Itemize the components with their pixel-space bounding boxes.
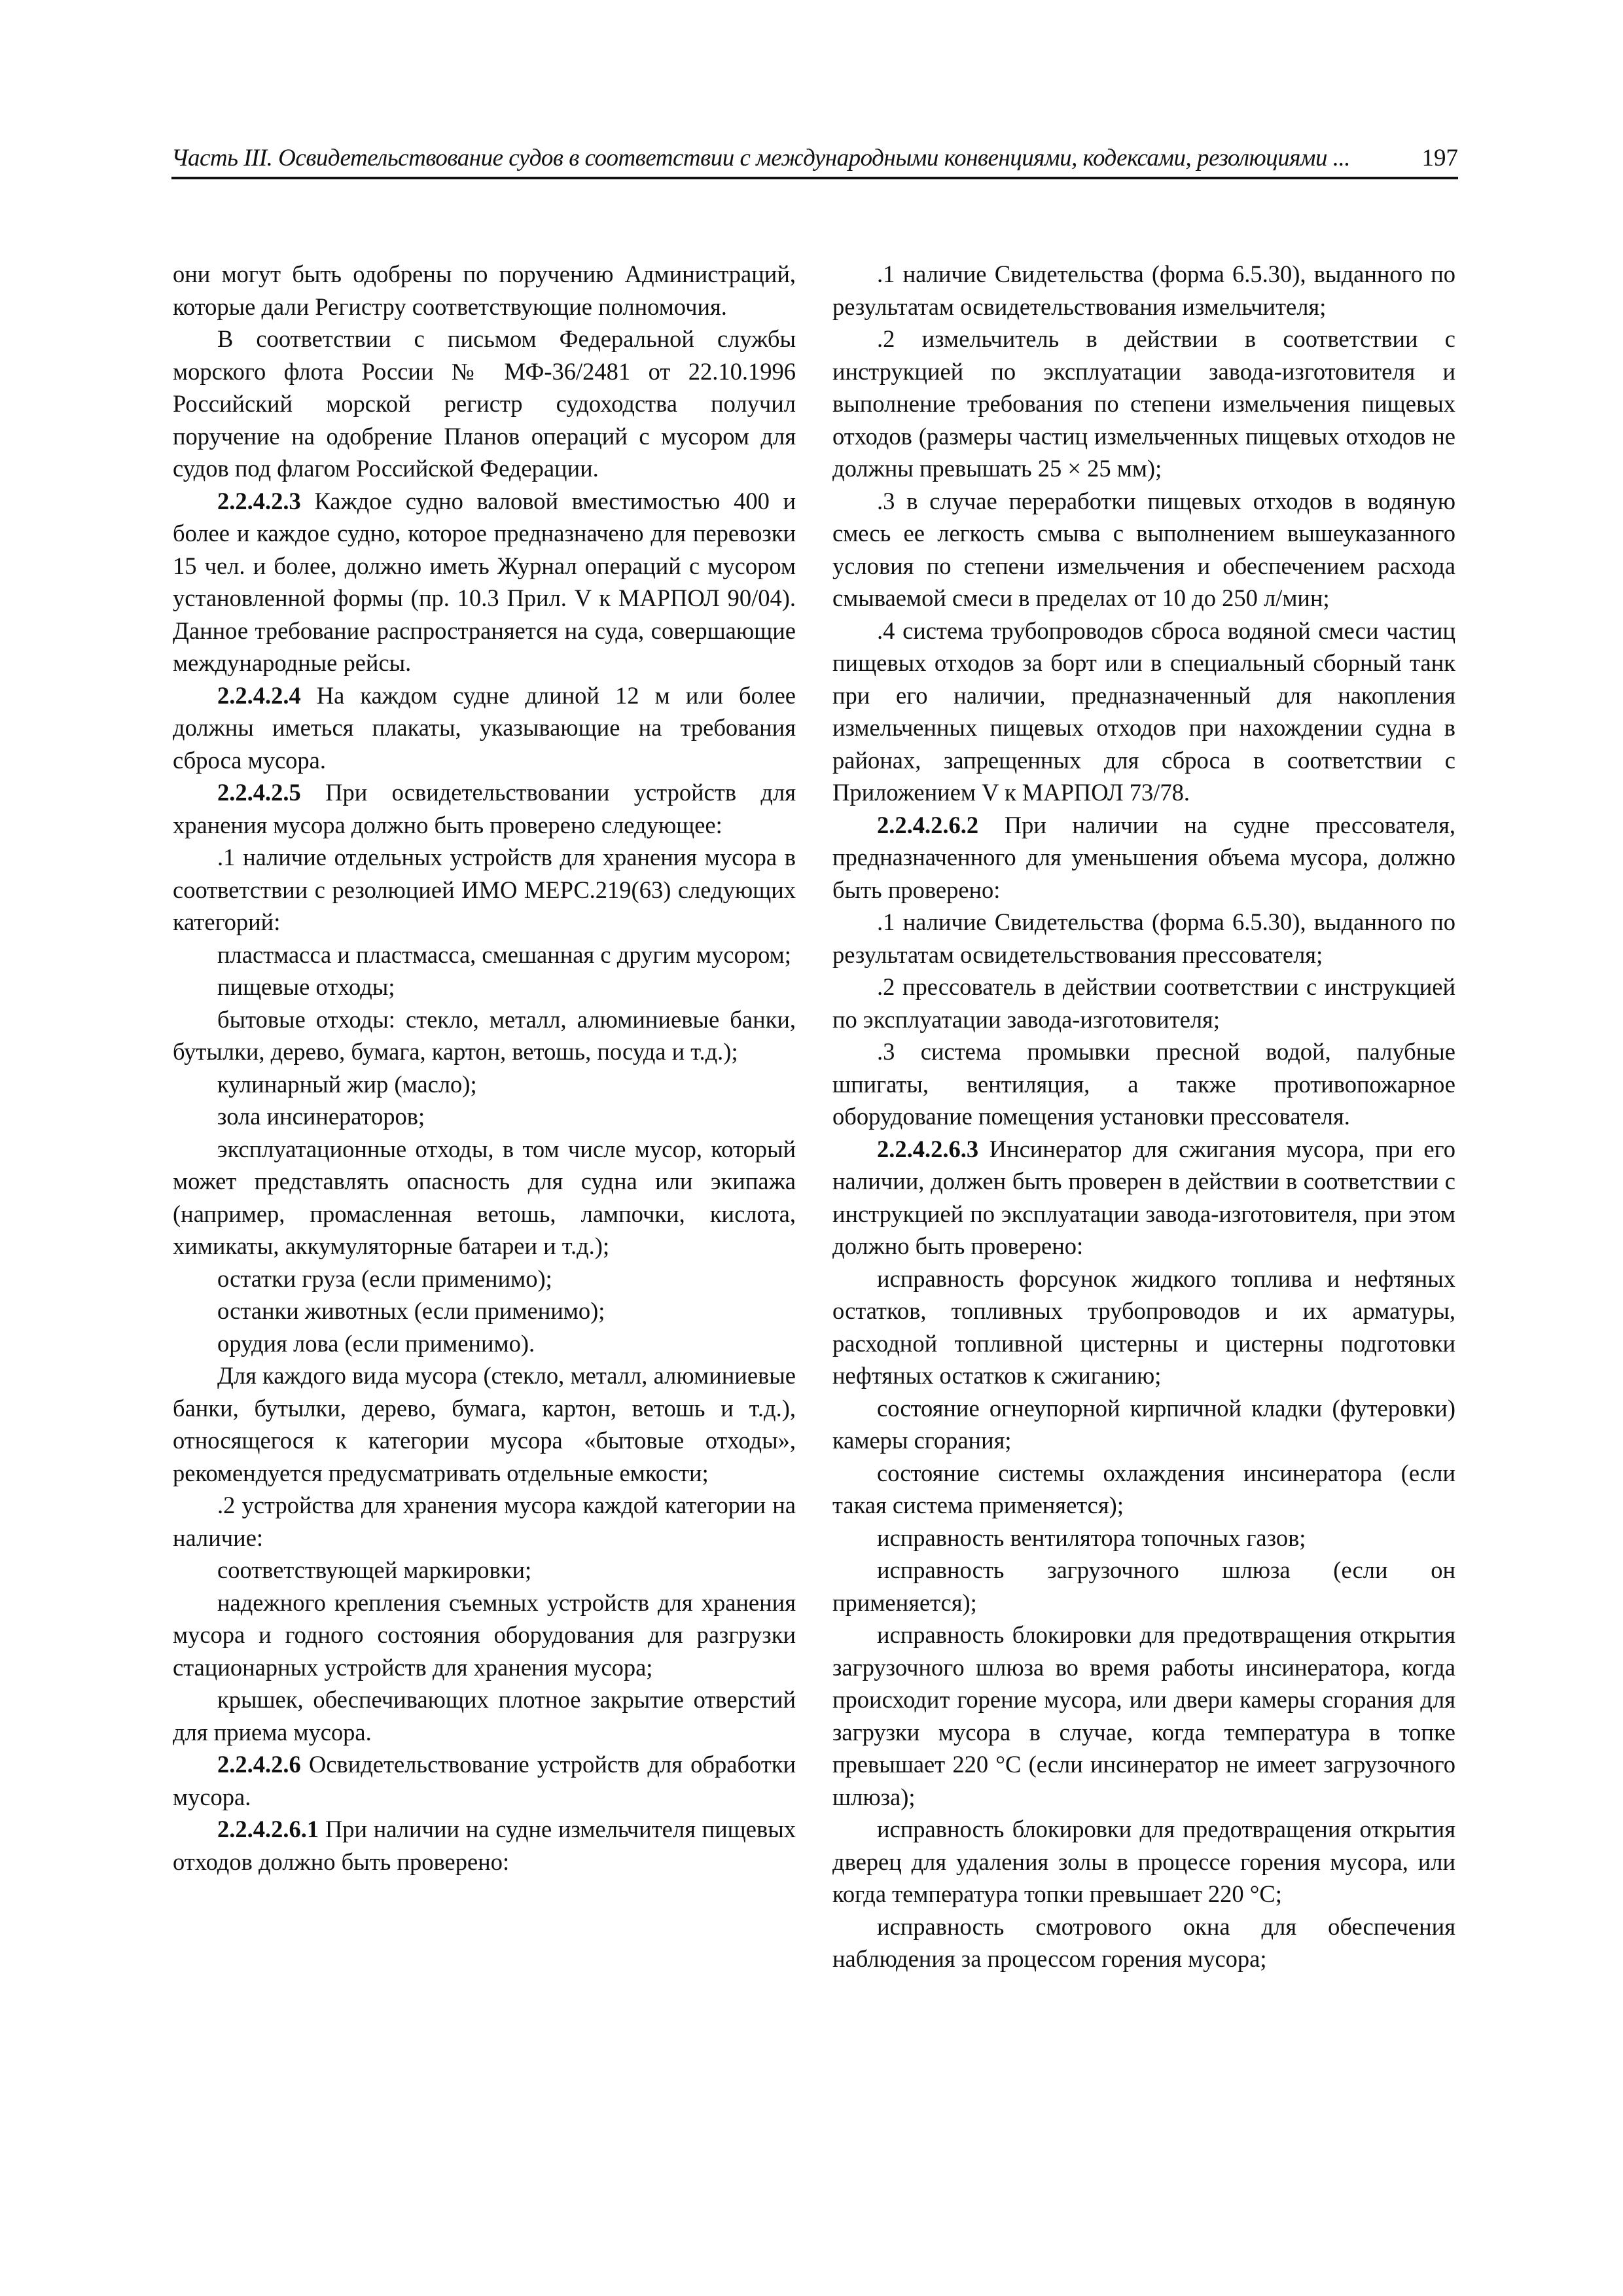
list-item: .4 система трубопроводов сброса водяной смеси частиц пищевых отходов за борт или в специальный сборный танк при его наличии, предназначенный для накопления измельченных пищевых отходов при нахождении судна в районах, запрещенных для сброса в соответствии с Приложением V к МАРПОЛ 73/78.: [832, 617, 1455, 806]
clause-text: Освидетельствование устройств для обработки мусора.: [173, 1751, 796, 1810]
list-item: орудия лова (если применимо).: [217, 1329, 535, 1357]
clause-text: Инсинератор для сжигания мусора, при его наличии, должен быть проверен в действии в соответствии с инструкцией по эксплуатации завода-изготовителя, при этом должно быть проверено:: [832, 1135, 1455, 1259]
clause-number: 2.2.4.2.5: [217, 779, 301, 806]
list-item: остатки груза (если применимо);: [217, 1265, 552, 1292]
list-item: исправность загрузочного шлюза (если он применяется);: [832, 1556, 1455, 1616]
paragraph: они могут быть одобрены по поручению Администраций, которые дали Регистру соответствующие полномочия.: [173, 260, 796, 320]
paragraph: [173, 776, 796, 841]
paragraph: [832, 809, 1455, 906]
paragraph: [173, 679, 796, 777]
list-item: исправность блокировки для предотвращения открытия дверец для удаления золы в процессе горения мусора, или когда температура топки превышает 220 °C;: [832, 1816, 1455, 1907]
paragraph: [173, 485, 796, 679]
paragraph: Для каждого вида мусора (стекло, металл, алюминиевые банки, бутылки, дерево, бумага, картон, ветошь и т.д.), относящегося к категории мусора «бытовые отходы», рекомендуется предусматривать отдельные емкости;: [173, 1362, 796, 1486]
list-item: зола инсинераторов;: [217, 1103, 425, 1130]
list-item: исправность форсунок жидкого топлива и нефтяных остатков, топливных трубопроводов и их арматуры, расходной топливной цистерны и цистерны подготовки нефтяных остатков к сжиганию;: [832, 1265, 1455, 1389]
list-item: состояние огнеупорной кирпичной кладки (футеровки) камеры сгорания;: [832, 1394, 1455, 1454]
list-item: крышек, обеспечивающих плотное закрытие отверстий для приема мусора.: [173, 1686, 796, 1746]
list-item: состояние системы охлаждения инсинератора (если такая система применяется);: [832, 1459, 1455, 1518]
clause-number: 2.2.4.2.4: [217, 681, 301, 709]
clause-number: 2.2.4.2.6.1: [217, 1816, 319, 1842]
page-number: 197: [1421, 145, 1458, 171]
clause-text: При освидетельствовании устройств для хранения мусора должно быть проверено следующее:: [173, 779, 796, 838]
list-item: надежного крепления съемных устройств для хранения мусора и годного состояния оборудования для разгрузки стационарных устройств для хранения мусора;: [173, 1588, 796, 1681]
clause-text: При наличии на судне прессователя, предназначенного для уменьшения объема мусора, должно быть проверено:: [832, 811, 1455, 903]
list-item: исправность смотрового окна для обеспечения наблюдения за процессом горения мусора;: [832, 1912, 1455, 1972]
list-item: .1 наличие отдельных устройств для хранения мусора в соответствии с резолюцией ИМО МЕРС.219(63) следующих категорий:: [173, 844, 796, 935]
running-header: [171, 140, 1458, 179]
paragraph: [173, 1748, 796, 1813]
list-item: .2 измельчитель в действии в соответствии с инструкцией по эксплуатации завода-изготовителя и выполнение требования по степени измельчения пищевых отходов (размеры частиц измельченных пищевых отходов не должны превышать 25 × 25 мм);: [832, 325, 1455, 482]
list-item: исправность вентилятора топочных газов;: [877, 1524, 1306, 1551]
list-item: исправность блокировки для предотвращения открытия загрузочного шлюза во время работы инсинератора, когда происходит горение мусора, или двери камеры сгорания для загрузки мусора в случае, когда температура в топке превышает 220 °C (если инсинератор не имеет загрузочного шлюза);: [832, 1621, 1455, 1810]
header-title: Часть III. Освидетельствование судов в соответствии с международными конвенциями, кодексами, резолюциями ...: [171, 145, 1351, 171]
list-item: .1 наличие Свидетельства (форма 6.5.30), выданного по результатам освидетельствования измельчителя;: [832, 260, 1455, 320]
list-item: эксплуатационные отходы, в том числе мусор, который может представлять опасность для судна или экипажа (например, промасленная ветошь, лампочки, кислота, химикаты, аккумуляторные батареи и т.д.);: [173, 1135, 796, 1259]
right-column: [832, 258, 1455, 1975]
clause-number: 2.2.4.2.6.3: [877, 1135, 979, 1162]
clause-text: При наличии на судне измельчителя пищевых отходов должно быть проверено:: [173, 1816, 796, 1875]
clause-number: 2.2.4.2.3: [217, 487, 301, 514]
clause-text: На каждом судне длиной 12 м или более должны иметься плакаты, указывающие на требования сброса мусора.: [173, 681, 796, 774]
list-item: бытовые отходы: стекло, металл, алюминиевые банки, бутылки, дерево, бумага, картон, ветошь, посуда и т.д.);: [173, 1005, 796, 1065]
clause-text: Каждое судно валовой вместимостью 400 и более и каждое судно, которое предназначено для перевозки 15 чел. и более, должно иметь Журнал операций с мусором установленной формы (пр. 10.3 Прил. V к МАРПОЛ 90/04). Данное требование распространяется на суда, совершающие международные рейсы.: [173, 487, 796, 676]
list-item: .3 система промывки пресной водой, палубные шпигаты, вентиляция, а также противопожарное оборудование помещения установки прессователя.: [832, 1038, 1455, 1130]
clause-number: 2.2.4.2.6: [217, 1751, 301, 1778]
list-item: останки животных (если применимо);: [217, 1297, 605, 1324]
list-item: .2 прессователь в действии соответствии с инструкцией по эксплуатации завода-изготовителя;: [832, 973, 1455, 1033]
paragraph: В соответствии с письмом Федеральной службы морского флота России № МФ-36/2481 от 22.10.1996 Российский морской регистр судоходства получил поручение на одобрение Планов операций с мусором для судов под флагом Российской Федерации.: [173, 325, 796, 482]
left-column: [173, 258, 796, 1878]
list-item: пластмасса и пластмасса, смешанная с другим мусором;: [217, 941, 791, 968]
list-item: кулинарный жир (масло);: [217, 1070, 477, 1098]
list-item: .3 в случае переработки пищевых отходов в водяную смесь ее легкость смыва с выполнением вышеуказанного условия по степени измельчения и обеспечением расхода смываемой смеси в пределах от 10 до 250 л/мин;: [832, 487, 1455, 611]
list-item: .2 устройства для хранения мусора каждой категории на наличие:: [173, 1492, 796, 1551]
paragraph: [173, 1813, 796, 1878]
list-item: соответствующей маркировки;: [217, 1556, 532, 1583]
list-item: .1 наличие Свидетельства (форма 6.5.30), выданного по результатам освидетельствования прессователя;: [832, 908, 1455, 968]
clause-number: 2.2.4.2.6.2: [877, 811, 979, 838]
paragraph: [832, 1133, 1455, 1263]
list-item: пищевые отходы;: [217, 973, 395, 1000]
